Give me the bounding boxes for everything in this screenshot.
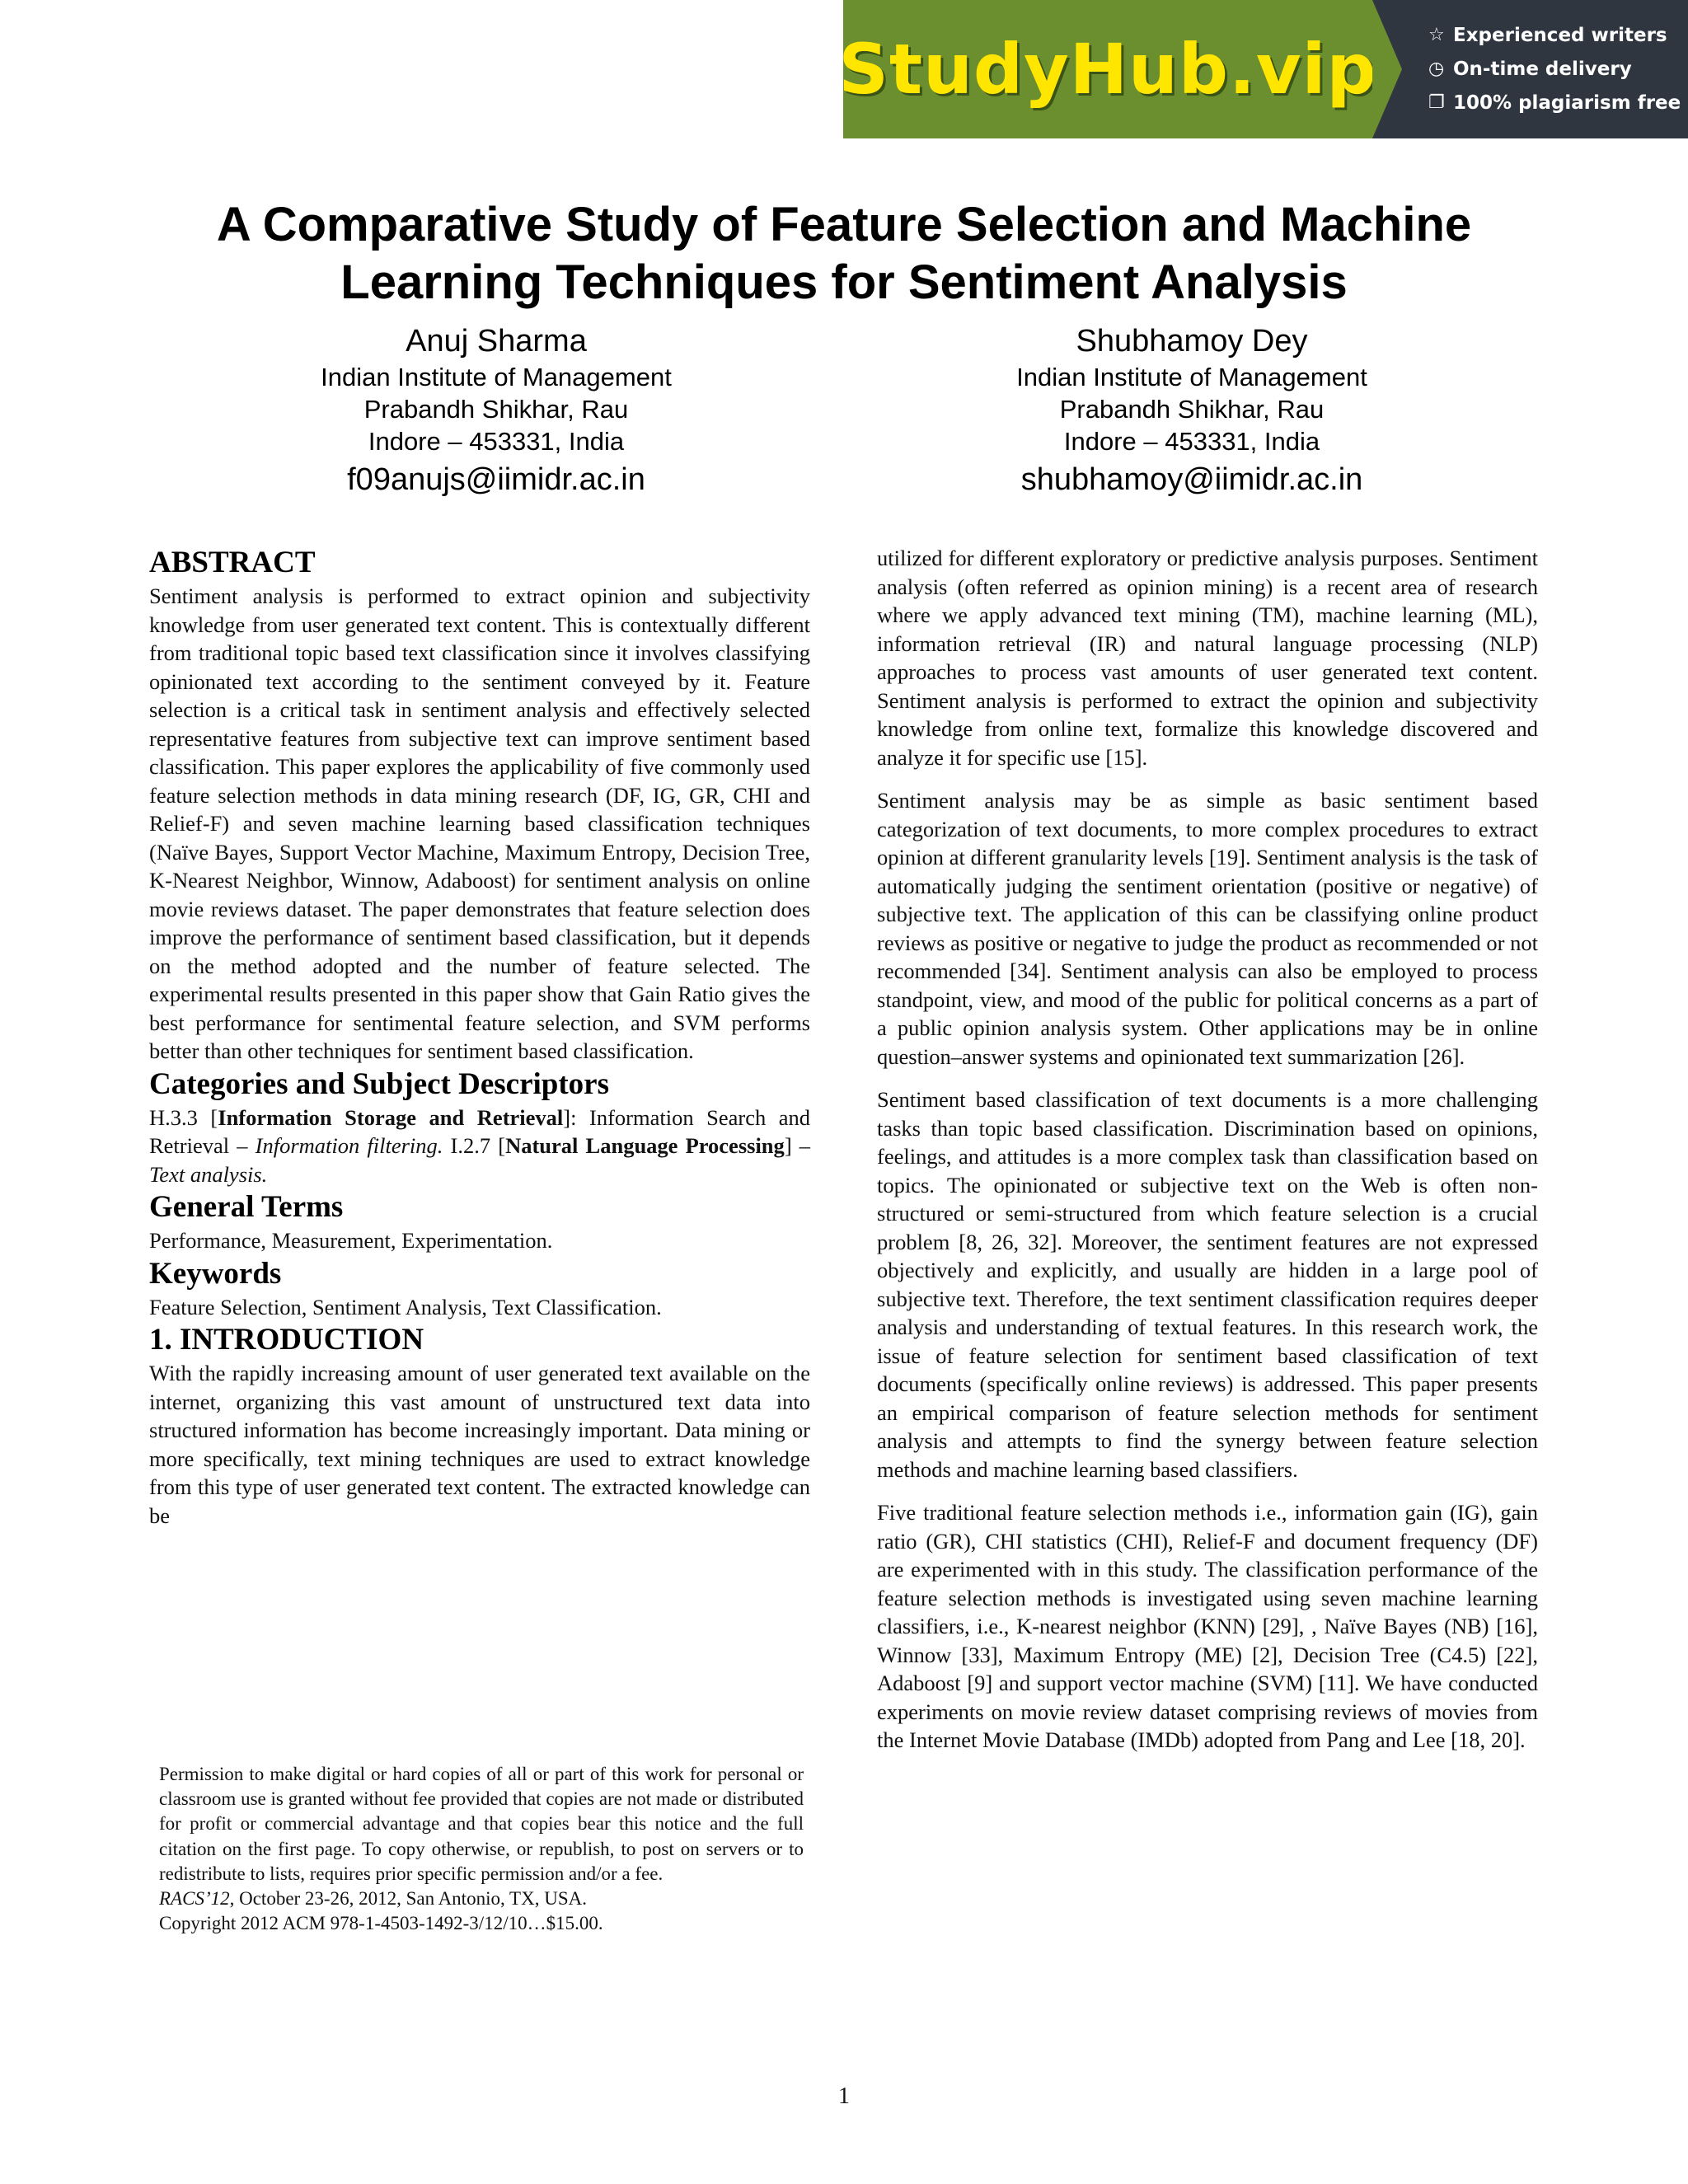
author-affiliation: Indian Institute of Management (1016, 363, 1367, 391)
introduction-text: With the rapidly increasing amount of user generated text available on the internet, organizing this vast amount of unstructured text data into structured information has become increasingly important. Data mining or more specifically, text mining techniques are used to extract knowledge from this type of user generated text content. The extracted knowledge can be (149, 1361, 810, 1528)
category-italic: Text analysis. (149, 1161, 268, 1187)
author-name: Anuj Sharma (406, 324, 587, 359)
abstract-heading: ABSTRACT (149, 546, 316, 579)
venue-name: RACS’12 (159, 1888, 230, 1910)
feature-list (1372, 0, 1688, 138)
body-paragraph: utilized for different exploratory or predictive analysis purposes. Sentiment analysis (often referred as opinion mining) is a recent area of research where we apply advanced text mining (TM), machine learning (ML), information retrieval (IR) and natural language processing (NLP) approaches to process vast amounts of user generated text content. Sentiment analysis is performed to extract the opinion and subjectivity knowledge from online text, formalize this knowledge discovered and analyze it for specific use [15]. (877, 546, 1538, 770)
author-city: Indore – 453331, India (368, 427, 625, 456)
left-column (149, 544, 810, 1530)
title-line: Learning Techniques for Sentiment Analysis (340, 255, 1348, 309)
keywords-heading: Keywords (149, 1256, 282, 1291)
author-email[interactable]: shubhamoy@iimidr.ac.in (1020, 462, 1363, 497)
introduction-heading: 1. INTRODUCTION (149, 1323, 424, 1357)
category-bold: Information Storage and Retrieval (218, 1104, 564, 1130)
author-address: Prabandh Shikhar, Rau (363, 395, 629, 424)
clock-icon: ◷ (1428, 59, 1445, 79)
feature-label: 100% plagiarism free (1453, 91, 1681, 114)
right-column (877, 544, 1538, 1755)
author-block (961, 321, 1423, 500)
page-number: 1 (838, 2083, 850, 2109)
feature-item (1428, 18, 1688, 52)
body-paragraph: Five traditional feature selection methods i.e., information gain (IG), gain ratio (GR), CHI statistics (CHI), Relief-F and document frequency (DF) are experimented with in this study. The classification performance of the feature selection methods is investigated using seven machine learning classifiers, i.e., K-nearest neighbor (KNN) [29], , Naïve Bayes (NB) [16], Winnow [33], Maximum Entropy (ME) [2], Decision Tree (C4.5) [22], Adaboost [9] and support vector machine (SVM) [11]. We have conducted experiments on movie review dataset comprising reviews of movies from the Internet Movie Database (IMDb) adopted from Pang and Lee [18, 20]. (877, 1500, 1538, 1752)
abstract-text: Sentiment analysis is performed to extract opinion and subjectivity knowledge from user generated text content. This is contextually different from traditional topic based text classification since it involves classifying opinionated text according to the sentiment conveyed by it. Feature selection is a critical task in sentiment analysis and effectively selected representative features from subjective text can improve sentiment based classification. This paper explores the applicability of five commonly used feature selection methods in data mining research (DF, IG, GR, CHI and Relief-F) and seven machine learning based classification techniques (Naïve Bayes, Support Vector Machine, Maximum Entropy, Decision Tree, K-Nearest Neighbor, Winnow, Adaboost) for sentiment analysis on online movie reviews dataset. The paper demonstrates that feature selection does improve the performance of sentiment based classification, but it depends on the method adopted and the number of feature selected. The experimental results presented in this paper show that Gain Ratio gives the best performance for sentimental feature selection, and SVM performs better than other techniques for sentiment based classification. (149, 583, 810, 1063)
star-icon: ☆ (1428, 25, 1445, 45)
author-affiliation: Indian Institute of Management (321, 363, 672, 391)
permission-text: Permission to make digital or hard copies of all or part of this work for personal or classroom use is granted without fee provided that copies are not made or distributed for profit or commercial advantage and that copies bear this notice and the full citation on the first page. To copy otherwise, or republish, to post on servers or to redistribute to lists, requires prior specific permission and/or a fee. (159, 1764, 804, 1884)
copyright-line: Copyright 2012 ACM 978-1-4503-1492-3/12/10…$15.00. (159, 1913, 603, 1934)
body-paragraph: Sentiment based classification of text documents is a more challenging tasks than topic based classification. Discrimination based on opinions, feelings, and attitudes is a more complex task than classification based on topics. The opinionated or subjective text on the Web is often non-structured or semi-structured from which feature selection is a crucial problem [8, 26, 32]. Moreover, the sentiment features are not expressed objectively and explicitly, and usually are hidden in a large pool of subjective text. Therefore, the text sentiment classification requires deeper analysis and understanding of textual features. In this research work, the issue of feature selection for sentiment based classification of text documents (specifically online reviews) is addressed. This paper presents an empirical comparison of feature selection methods for sentiment analysis and attempts to find the synergy between feature selection methods and machine learning based classifiers. (877, 1087, 1538, 1482)
category-bold: Natural Language Processing (505, 1133, 785, 1158)
brand-logo[interactable]: StudyHub.vip (838, 29, 1377, 110)
categories-heading: Categories and Subject Descriptors (149, 1066, 609, 1101)
feature-item (1428, 86, 1688, 120)
venue-details: , October 23-26, 2012, San Antonio, TX, USA. (229, 1888, 587, 1910)
author-block (265, 321, 727, 500)
paper-title (0, 196, 1688, 312)
author-city: Indore – 453331, India (1063, 427, 1320, 456)
body-paragraph: Sentiment analysis may be as simple as basic sentiment based categorization of text documents, to more complex procedures to extract opinion at different granularity levels [19]. Sentiment analysis is the task of automatically judging the sentiment orientation (positive or negative) of subjective text. The application of this can be classifying online product reviews as positive or negative to judge the product as recommended or not recommended [34]. Sentiment analysis can also be employed to process standpoint, view, and mood of the public for political concerns as a part of a public opinion analysis system. Other applications may be in online question–answer systems and opinionated text summarization [26]. (877, 788, 1538, 1069)
category-text: ] – (784, 1133, 811, 1158)
feature-label: On-time delivery (1453, 58, 1632, 80)
author-email[interactable]: f09anujs@iimidr.ac.in (347, 462, 645, 497)
categories-text (149, 1104, 810, 1189)
category-text: ]: Information Search and Retrieval – (149, 1104, 810, 1158)
author-name: Shubhamoy Dey (1076, 324, 1308, 359)
keywords-text: Feature Selection, Sentiment Analysis, Text Classification. (149, 1294, 662, 1319)
general-terms-heading: General Terms (149, 1190, 344, 1224)
ad-banner[interactable] (838, 0, 1688, 138)
general-terms-text: Performance, Measurement, Experimentation. (149, 1228, 553, 1253)
author-address: Prabandh Shikhar, Rau (1059, 395, 1325, 424)
title-line: A Comparative Study of Feature Selection and Machine (216, 198, 1472, 251)
category-italic: Information filtering. (255, 1133, 443, 1158)
category-code: H.3.3 [ (149, 1104, 218, 1130)
venue-line (159, 1886, 804, 1911)
brand-panel[interactable] (838, 0, 1377, 138)
category-code: I.2.7 [ (443, 1133, 506, 1158)
document-icon: ❐ (1428, 92, 1445, 113)
permission-notice (159, 1762, 804, 1936)
feature-item (1428, 52, 1688, 86)
feature-label: Experienced writers (1453, 24, 1667, 46)
